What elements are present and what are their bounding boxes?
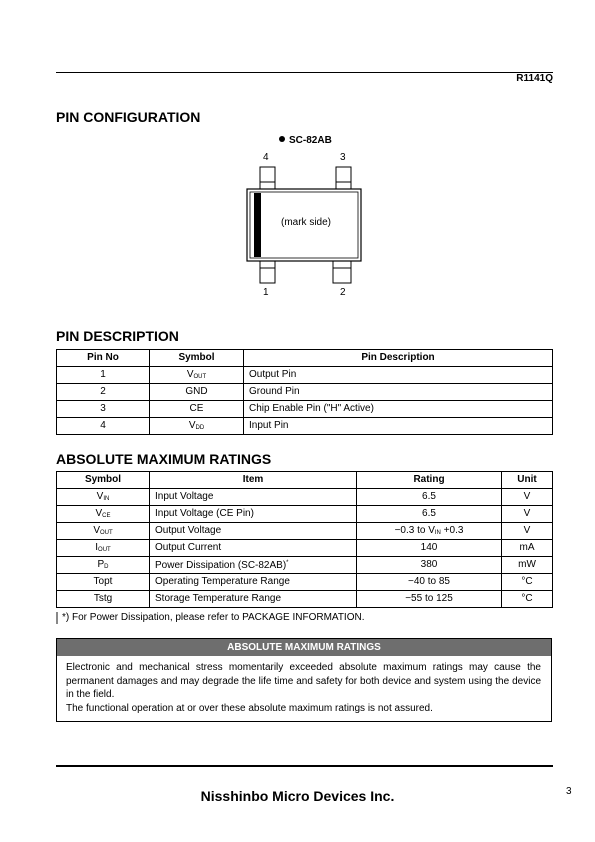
pin-no: 1 — [57, 367, 150, 384]
unit: mA — [502, 540, 553, 557]
table-row — [57, 574, 553, 591]
pin-no: 3 — [57, 401, 150, 418]
package-name: SC-82AB — [289, 135, 332, 146]
footnote-bar — [56, 612, 58, 624]
table-header-row — [57, 350, 553, 367]
rating: −55 to 125 — [357, 591, 502, 608]
package-label — [279, 135, 332, 146]
item: Output Current — [150, 540, 357, 557]
pin-configuration-heading: PIN CONFIGURATION — [56, 109, 201, 125]
mark-side-label: (mark side) — [281, 217, 332, 228]
lead-pin-2 — [333, 261, 351, 283]
pin1-mark-bar — [254, 193, 261, 257]
rating: −0.3 to VIN +0.3 — [357, 523, 502, 540]
item: Input Voltage (CE Pin) — [150, 506, 357, 523]
rating: 140 — [357, 540, 502, 557]
symbol: CE — [150, 401, 244, 418]
symbol: IOUT — [57, 540, 150, 557]
symbol: VOUT — [57, 523, 150, 540]
symbol: Tstg — [57, 591, 150, 608]
rating: 380 — [357, 557, 502, 574]
column-header: Pin No — [57, 350, 150, 367]
table-row — [57, 367, 553, 384]
pin-number-2: 2 — [340, 287, 346, 298]
pin-number-1: 1 — [263, 287, 269, 298]
footnote — [56, 612, 365, 624]
pin-no: 2 — [57, 384, 150, 401]
column-header: Symbol — [57, 472, 150, 489]
unit: °C — [502, 574, 553, 591]
column-header: Pin Description — [244, 350, 553, 367]
item: Operating Temperature Range — [150, 574, 357, 591]
column-header: Symbol — [150, 350, 244, 367]
symbol: VCE — [57, 506, 150, 523]
symbol: VOUT — [150, 367, 244, 384]
symbol: GND — [150, 384, 244, 401]
pin-number-3: 3 — [340, 152, 346, 163]
pin-description-heading: PIN DESCRIPTION — [56, 328, 179, 344]
page-number: 3 — [566, 786, 572, 797]
table-row — [57, 489, 553, 506]
footnote-text: *) For Power Dissipation, please refer to PACKAGE INFORMATION. — [62, 612, 365, 623]
document-id: R1141Q — [516, 73, 553, 84]
rating: 6.5 — [357, 489, 502, 506]
lead-pin-3 — [336, 167, 351, 189]
table-row — [57, 418, 553, 435]
notice-title: ABSOLUTE MAXIMUM RATINGS — [57, 639, 551, 656]
unit: mW — [502, 557, 553, 574]
item: Power Dissipation (SC-82AB)* — [150, 557, 357, 574]
lead-pin-1 — [260, 261, 275, 283]
notice-body — [57, 656, 551, 715]
column-header: Item — [150, 472, 357, 489]
notice-paragraph: Electronic and mechanical stress momentarily exceeded absolute maximum ratings may cause the permanent damages and may degrade the life time and safety for both device and system using the device in the field. — [66, 662, 541, 700]
footer-rule — [56, 765, 553, 767]
header-rule — [56, 72, 553, 73]
unit: V — [502, 506, 553, 523]
pin-description-table — [56, 349, 553, 435]
unit: °C — [502, 591, 553, 608]
column-header: Rating — [357, 472, 502, 489]
symbol: VIN — [57, 489, 150, 506]
rating: 6.5 — [357, 506, 502, 523]
item: Storage Temperature Range — [150, 591, 357, 608]
item: Input Voltage — [150, 489, 357, 506]
abs-max-table — [56, 471, 553, 608]
pin-desc: Output Pin — [244, 367, 553, 384]
bullet-icon — [279, 136, 285, 142]
symbol: VDD — [150, 418, 244, 435]
unit: V — [502, 489, 553, 506]
symbol: PD — [57, 557, 150, 574]
table-header-row — [57, 472, 553, 489]
rating: −40 to 85 — [357, 574, 502, 591]
lead-pin-4 — [260, 167, 275, 189]
table-row — [57, 591, 553, 608]
unit: V — [502, 523, 553, 540]
notice-box — [56, 638, 552, 722]
symbol: Topt — [57, 574, 150, 591]
table-row — [57, 384, 553, 401]
abs-max-heading: ABSOLUTE MAXIMUM RATINGS — [56, 451, 272, 467]
pin-number-4: 4 — [263, 152, 269, 163]
company-name: Nisshinbo Micro Devices Inc. — [200, 788, 395, 804]
table-row — [57, 523, 553, 540]
table-row — [57, 557, 553, 574]
table-row — [57, 506, 553, 523]
table-row — [57, 401, 553, 418]
pin-no: 4 — [57, 418, 150, 435]
pin-desc: Chip Enable Pin ("H" Active) — [244, 401, 553, 418]
pin-desc: Input Pin — [244, 418, 553, 435]
item: Output Voltage — [150, 523, 357, 540]
pin-desc: Ground Pin — [244, 384, 553, 401]
table-row — [57, 540, 553, 557]
notice-paragraph: The functional operation at or over these absolute maximum ratings is not assured. — [66, 702, 433, 714]
column-header: Unit — [502, 472, 553, 489]
